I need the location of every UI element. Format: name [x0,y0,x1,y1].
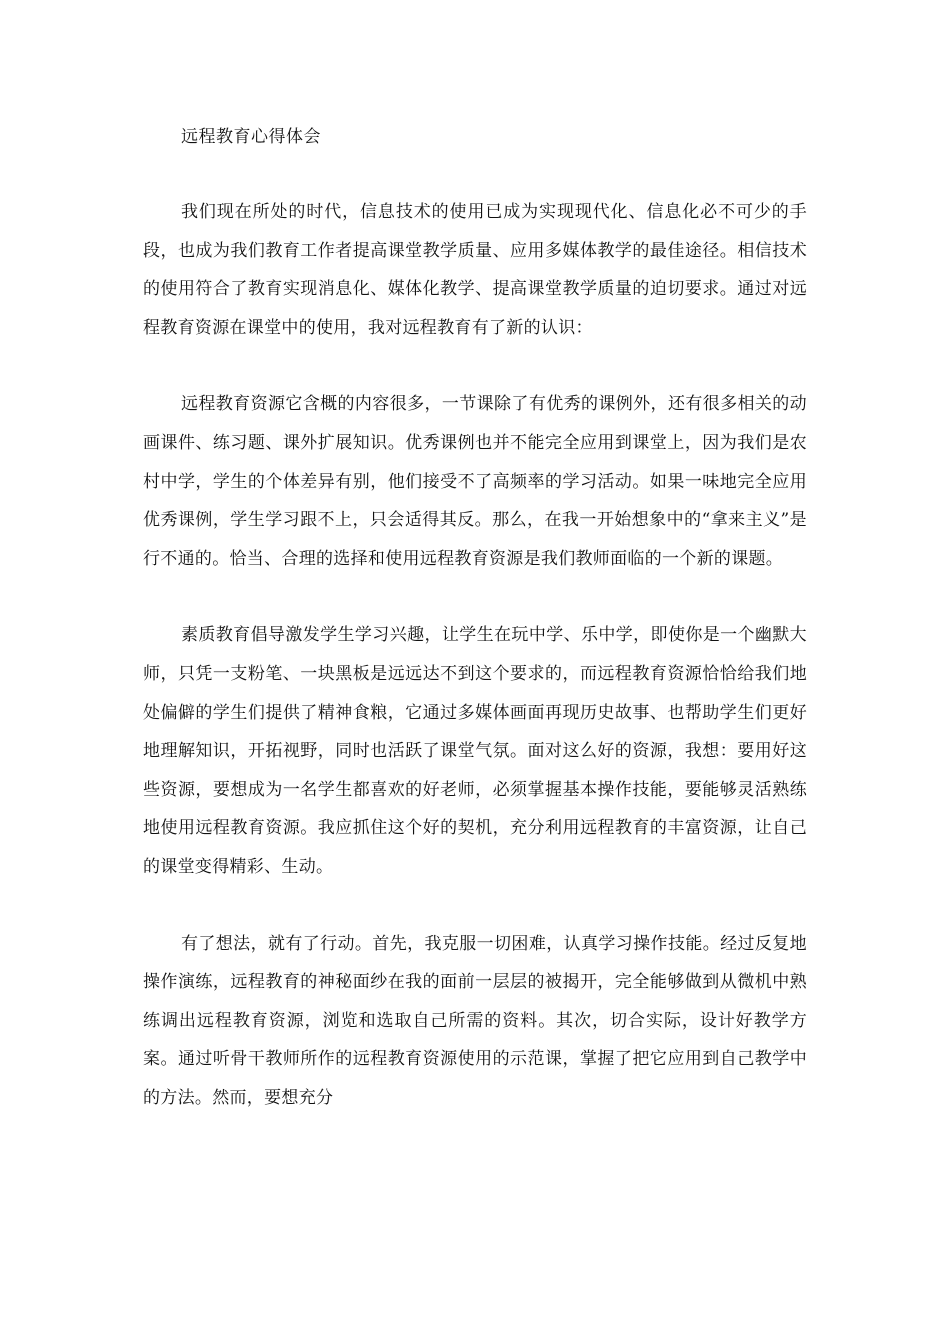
spacer [143,578,807,616]
document-title: 远程教育心得体会 [181,127,321,147]
paragraph-1: 我们现在所处的时代，信息技术的使用已成为实现现代化、信息化必不可少的手段，也成为我们教育工作者提高课堂教学质量、应用多媒体教学的最佳途径。相信技术的使用符合了教育实现消息化、媒体化教学、提高课堂教学质量的迫切要求。通过对远程教育资源在课堂中的使用，我对远程教育有了新的认识： [143,202,807,338]
paragraph-4: 有了想法，就有了行动。首先，我克服一切困难，认真学习操作技能。经过反复地操作演练，远程教育的神秘面纱在我的面前一层层的被揭开，完全能够做到从微机中熟练调出远程教育资源，浏览和选取自己所需的资料。其次，切合实际，设计好教学方案。通过听骨干教师所作的远程教育资源使用的示范课，掌握了把它应用到自己教学中的方法。然而，要想充分 [143,933,807,1108]
paragraph-2: 远程教育资源它含概的内容很多，一节课除了有优秀的课例外，还有很多相关的动画课件、练习题、课外扩展知识。优秀课例也并不能完全应用到课堂上，因为我们是农村中学，学生的个体差异有别，他们接受不了高频率的学习活动。如果一味地完全应用优秀课例，学生学习跟不上，只会适得其反。那么，在我一开始想象中的“拿来主义”是行不通的。恰当、合理的选择和使用远程教育资源是我们教师面临的一个新的课题。 [143,394,807,569]
spacer [143,154,807,193]
document-body [143,120,807,1117]
spacer [143,887,807,925]
spacer [143,347,807,385]
paragraph-3: 素质教育倡导激发学生学习兴趣，让学生在玩中学、乐中学，即使你是一个幽默大师，只凭一支粉笔、一块黑板是远远达不到这个要求的，而远程教育资源恰恰给我们地处偏僻的学生们提供了精神食粮，它通过多媒体画面再现历史故事、也帮助学生们更好地理解知识，开拓视野，同时也活跃了课堂气氛。面对这么好的资源，我想：要用好这些资源，要想成为一名学生都喜欢的好老师，必须掌握基本操作技能，要能够灵活熟练地使用远程教育资源。我应抓住这个好的契机，充分利用远程教育的丰富资源，让自己的课堂变得精彩、生动。 [143,625,807,877]
